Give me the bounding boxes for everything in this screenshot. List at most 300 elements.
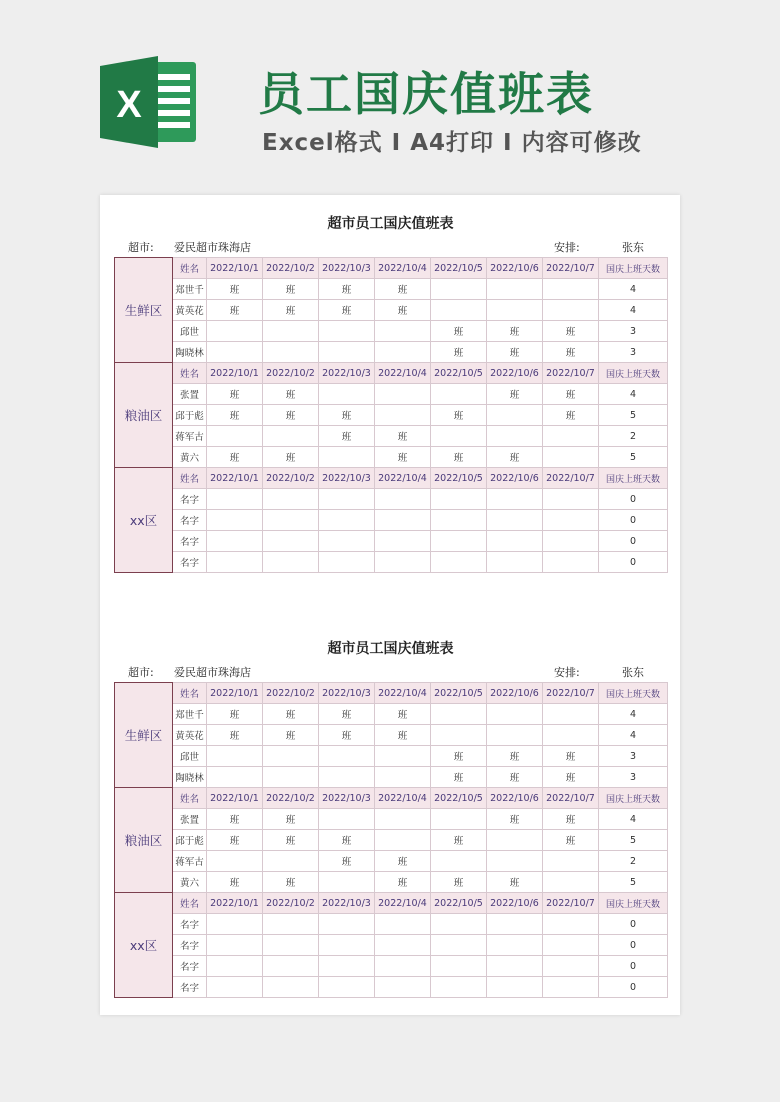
header-row: [115, 258, 668, 279]
duty-cell[interactable]: 班: [431, 746, 487, 767]
duty-cell[interactable]: [319, 872, 375, 893]
employee-name[interactable]: 邱于彪: [173, 405, 207, 426]
date-header: 2022/10/7: [543, 683, 599, 704]
table-row: [115, 426, 668, 447]
duty-cell[interactable]: 班: [375, 279, 431, 300]
duty-cell[interactable]: [319, 342, 375, 363]
employee-name[interactable]: 陶晓林: [173, 767, 207, 788]
table-row: [115, 342, 668, 363]
date-header: 2022/10/5: [431, 683, 487, 704]
arranger-value: 张东: [622, 241, 644, 254]
employee-name[interactable]: 名字: [173, 977, 207, 998]
table-row: [115, 447, 668, 468]
info-row: [114, 239, 667, 255]
name-header: 姓名: [173, 363, 207, 384]
duty-cell[interactable]: 班: [543, 321, 599, 342]
duty-cell[interactable]: [263, 531, 319, 552]
duty-cell[interactable]: 班: [263, 725, 319, 746]
employee-name[interactable]: 名字: [173, 531, 207, 552]
duty-cell[interactable]: [431, 725, 487, 746]
table-row: [115, 552, 668, 573]
duty-cell[interactable]: [487, 531, 543, 552]
store-value: 爱民超市珠海店: [174, 241, 251, 254]
duty-cell[interactable]: [487, 830, 543, 851]
date-header: 2022/10/2: [263, 363, 319, 384]
duty-cell[interactable]: [375, 510, 431, 531]
duty-cell[interactable]: 班: [487, 872, 543, 893]
workday-count: 2: [599, 851, 668, 872]
duty-cell[interactable]: [487, 426, 543, 447]
date-header: 2022/10/2: [263, 468, 319, 489]
duty-cell[interactable]: [543, 531, 599, 552]
duty-cell[interactable]: 班: [375, 300, 431, 321]
duty-cell[interactable]: 班: [263, 704, 319, 725]
duty-cell[interactable]: 班: [487, 746, 543, 767]
duty-cell[interactable]: [487, 725, 543, 746]
header-row: [115, 468, 668, 489]
duty-cell[interactable]: [431, 552, 487, 573]
duty-cell[interactable]: [375, 489, 431, 510]
employee-name[interactable]: 名字: [173, 489, 207, 510]
count-header: 国庆上班天数: [599, 893, 668, 914]
duty-cell[interactable]: [375, 830, 431, 851]
duty-cell[interactable]: [375, 767, 431, 788]
duty-cell[interactable]: 班: [207, 279, 263, 300]
duty-cell[interactable]: 班: [487, 447, 543, 468]
workday-count: 4: [599, 809, 668, 830]
duty-cell[interactable]: [431, 489, 487, 510]
duty-cell[interactable]: [431, 914, 487, 935]
duty-cell[interactable]: 班: [207, 872, 263, 893]
table-row: [115, 405, 668, 426]
duty-cell[interactable]: [431, 851, 487, 872]
duty-cell[interactable]: 班: [263, 830, 319, 851]
duty-cell[interactable]: [487, 956, 543, 977]
duty-cell[interactable]: [375, 956, 431, 977]
duty-cell[interactable]: [319, 977, 375, 998]
duty-cell[interactable]: [375, 342, 431, 363]
date-header: 2022/10/2: [263, 258, 319, 279]
workday-count: 0: [599, 510, 668, 531]
workday-count: 2: [599, 426, 668, 447]
employee-name[interactable]: 黄六: [173, 872, 207, 893]
date-header: 2022/10/3: [319, 363, 375, 384]
duty-cell[interactable]: 班: [319, 405, 375, 426]
duty-cell[interactable]: [319, 510, 375, 531]
workday-count: 0: [599, 531, 668, 552]
table-row: [115, 767, 668, 788]
duty-cell[interactable]: [431, 935, 487, 956]
duty-cell[interactable]: [207, 342, 263, 363]
date-header: 2022/10/4: [375, 683, 431, 704]
zone-label: xx区: [115, 468, 173, 573]
duty-cell[interactable]: [207, 552, 263, 573]
duty-cell[interactable]: [375, 977, 431, 998]
duty-cell[interactable]: [319, 935, 375, 956]
duty-cell[interactable]: 班: [319, 704, 375, 725]
zone-label: 粮油区: [115, 363, 173, 468]
duty-cell[interactable]: [543, 510, 599, 531]
duty-cell[interactable]: [431, 510, 487, 531]
duty-cell[interactable]: [487, 704, 543, 725]
date-header: 2022/10/6: [487, 363, 543, 384]
duty-cell[interactable]: 班: [263, 872, 319, 893]
duty-cell[interactable]: 班: [543, 405, 599, 426]
sheet-title: 超市员工国庆值班表: [327, 216, 454, 232]
table-row: [115, 851, 668, 872]
duty-cell[interactable]: 班: [263, 405, 319, 426]
duty-cell[interactable]: 班: [487, 809, 543, 830]
duty-cell[interactable]: [319, 321, 375, 342]
date-header: 2022/10/4: [375, 893, 431, 914]
duty-cell[interactable]: 班: [543, 384, 599, 405]
date-header: 2022/10/1: [207, 788, 263, 809]
arranger-label: 安排:: [554, 666, 580, 679]
duty-cell[interactable]: [543, 489, 599, 510]
duty-cell[interactable]: 班: [263, 384, 319, 405]
duty-cell[interactable]: 班: [319, 300, 375, 321]
duty-cell[interactable]: [263, 552, 319, 573]
employee-name[interactable]: 黄英花: [173, 300, 207, 321]
duty-cell[interactable]: [431, 809, 487, 830]
duty-cell[interactable]: [263, 956, 319, 977]
date-header: 2022/10/4: [375, 468, 431, 489]
duty-cell[interactable]: [207, 531, 263, 552]
duty-cell[interactable]: [543, 851, 599, 872]
duty-cell[interactable]: 班: [543, 746, 599, 767]
date-header: 2022/10/5: [431, 363, 487, 384]
duty-cell[interactable]: [319, 914, 375, 935]
count-header: 国庆上班天数: [599, 788, 668, 809]
duty-cell[interactable]: 班: [319, 830, 375, 851]
duty-cell[interactable]: [543, 725, 599, 746]
duty-cell[interactable]: 班: [543, 342, 599, 363]
svg-text:X: X: [116, 84, 142, 126]
employee-name[interactable]: 名字: [173, 935, 207, 956]
employee-name[interactable]: 名字: [173, 510, 207, 531]
duty-cell[interactable]: [319, 384, 375, 405]
duty-cell[interactable]: 班: [431, 872, 487, 893]
duty-cell[interactable]: [207, 956, 263, 977]
date-header: 2022/10/5: [431, 468, 487, 489]
duty-cell[interactable]: [319, 531, 375, 552]
duty-cell[interactable]: [487, 977, 543, 998]
employee-name[interactable]: 黄英花: [173, 725, 207, 746]
duty-cell[interactable]: [263, 510, 319, 531]
date-header: 2022/10/3: [319, 893, 375, 914]
duty-cell[interactable]: 班: [487, 342, 543, 363]
duty-cell[interactable]: [207, 767, 263, 788]
duty-cell[interactable]: [543, 872, 599, 893]
duty-cell[interactable]: 班: [431, 342, 487, 363]
workday-count: 3: [599, 321, 668, 342]
duty-cell[interactable]: [263, 321, 319, 342]
date-header: 2022/10/6: [487, 893, 543, 914]
name-header: 姓名: [173, 258, 207, 279]
duty-cell[interactable]: 班: [263, 809, 319, 830]
duty-cell[interactable]: [319, 552, 375, 573]
duty-cell[interactable]: [319, 489, 375, 510]
count-header: 国庆上班天数: [599, 363, 668, 384]
duty-cell[interactable]: 班: [319, 725, 375, 746]
date-header: 2022/10/4: [375, 788, 431, 809]
duty-cell[interactable]: [263, 767, 319, 788]
duty-cell[interactable]: 班: [543, 809, 599, 830]
duty-cell[interactable]: [375, 384, 431, 405]
employee-name[interactable]: 邱世: [173, 746, 207, 767]
count-header: 国庆上班天数: [599, 258, 668, 279]
duty-cell[interactable]: 班: [487, 384, 543, 405]
duty-cell[interactable]: [263, 426, 319, 447]
duty-cell[interactable]: [543, 977, 599, 998]
employee-name[interactable]: 郑世千: [173, 279, 207, 300]
employee-name[interactable]: 张置: [173, 384, 207, 405]
duty-cell[interactable]: 班: [487, 321, 543, 342]
date-header: 2022/10/7: [543, 258, 599, 279]
duty-cell[interactable]: [431, 704, 487, 725]
duty-cell[interactable]: [375, 405, 431, 426]
employee-name[interactable]: 郑世千: [173, 704, 207, 725]
duty-cell[interactable]: [207, 426, 263, 447]
table-row: [115, 830, 668, 851]
duty-cell[interactable]: 班: [207, 830, 263, 851]
name-header: 姓名: [173, 788, 207, 809]
date-header: 2022/10/2: [263, 893, 319, 914]
duty-cell[interactable]: [543, 426, 599, 447]
workday-count: 0: [599, 552, 668, 573]
workday-count: 5: [599, 405, 668, 426]
duty-cell[interactable]: 班: [543, 830, 599, 851]
duty-cell[interactable]: [207, 935, 263, 956]
duty-cell[interactable]: 班: [207, 725, 263, 746]
duty-cell[interactable]: [319, 746, 375, 767]
duty-cell[interactable]: [487, 489, 543, 510]
duty-cell[interactable]: [375, 914, 431, 935]
duty-cell[interactable]: 班: [207, 384, 263, 405]
table-row: [115, 872, 668, 893]
duty-cell[interactable]: 班: [207, 300, 263, 321]
duty-cell[interactable]: [263, 746, 319, 767]
duty-cell[interactable]: 班: [431, 767, 487, 788]
duty-cell[interactable]: 班: [431, 447, 487, 468]
duty-cell[interactable]: [375, 552, 431, 573]
duty-cell[interactable]: [543, 279, 599, 300]
header-row: [115, 363, 668, 384]
duty-cell[interactable]: 班: [207, 447, 263, 468]
employee-name[interactable]: 邱世: [173, 321, 207, 342]
zone-label: 生鲜区: [115, 683, 173, 788]
date-header: 2022/10/3: [319, 788, 375, 809]
duty-cell[interactable]: 班: [543, 767, 599, 788]
arranger-label: 安排:: [554, 241, 580, 254]
duty-cell[interactable]: [207, 321, 263, 342]
count-header: 国庆上班天数: [599, 468, 668, 489]
count-header: 国庆上班天数: [599, 683, 668, 704]
duty-cell[interactable]: 班: [431, 405, 487, 426]
duty-cell[interactable]: [263, 935, 319, 956]
employee-name[interactable]: 名字: [173, 552, 207, 573]
date-header: 2022/10/5: [431, 893, 487, 914]
duty-cell[interactable]: [263, 489, 319, 510]
employee-name[interactable]: 张置: [173, 809, 207, 830]
duty-cell[interactable]: [207, 510, 263, 531]
arranger-value: 张东: [622, 666, 644, 679]
table-row: [115, 510, 668, 531]
employee-name[interactable]: 名字: [173, 914, 207, 935]
sheet-title: 超市员工国庆值班表: [327, 641, 454, 657]
date-header: 2022/10/7: [543, 788, 599, 809]
duty-cell[interactable]: [263, 914, 319, 935]
duty-cell[interactable]: [543, 552, 599, 573]
date-header: 2022/10/2: [263, 683, 319, 704]
duty-cell[interactable]: 班: [263, 300, 319, 321]
duty-cell[interactable]: [543, 447, 599, 468]
employee-name[interactable]: 陶晓林: [173, 342, 207, 363]
duty-cell[interactable]: 班: [431, 321, 487, 342]
store-label: 超市:: [128, 241, 154, 254]
duty-cell[interactable]: 班: [263, 279, 319, 300]
duty-cell[interactable]: 班: [431, 830, 487, 851]
date-header: 2022/10/1: [207, 258, 263, 279]
duty-cell[interactable]: [487, 300, 543, 321]
duty-cell[interactable]: [487, 914, 543, 935]
duty-cell[interactable]: [263, 342, 319, 363]
employee-name[interactable]: 黄六: [173, 447, 207, 468]
duty-cell[interactable]: [543, 956, 599, 977]
header-row: [115, 683, 668, 704]
name-header: 姓名: [173, 468, 207, 489]
duty-cell[interactable]: 班: [375, 426, 431, 447]
header-row: [115, 788, 668, 809]
duty-cell[interactable]: 班: [319, 279, 375, 300]
date-header: 2022/10/3: [319, 468, 375, 489]
employee-name[interactable]: 邱于彪: [173, 830, 207, 851]
duty-cell[interactable]: [543, 704, 599, 725]
employee-name[interactable]: 蒋军古: [173, 851, 207, 872]
duty-cell[interactable]: [431, 956, 487, 977]
duty-cell[interactable]: [375, 809, 431, 830]
duty-cell[interactable]: [543, 300, 599, 321]
table-row: [115, 704, 668, 725]
duty-cell[interactable]: [487, 935, 543, 956]
table-row: [115, 914, 668, 935]
table-row: [115, 935, 668, 956]
date-header: 2022/10/4: [375, 258, 431, 279]
duty-cell[interactable]: [487, 851, 543, 872]
workday-count: 0: [599, 914, 668, 935]
date-header: 2022/10/7: [543, 363, 599, 384]
name-header: 姓名: [173, 893, 207, 914]
duty-cell[interactable]: [319, 956, 375, 977]
duty-cell[interactable]: [375, 321, 431, 342]
duty-cell[interactable]: [319, 767, 375, 788]
duty-cell[interactable]: [207, 851, 263, 872]
duty-cell[interactable]: [431, 531, 487, 552]
duty-cell[interactable]: [431, 279, 487, 300]
date-header: 2022/10/2: [263, 788, 319, 809]
main-title: 员工国庆值班表: [258, 67, 594, 121]
duty-cell[interactable]: 班: [207, 405, 263, 426]
workday-count: 0: [599, 977, 668, 998]
duty-cell[interactable]: [431, 300, 487, 321]
duty-cell[interactable]: [487, 510, 543, 531]
duty-cell[interactable]: [375, 746, 431, 767]
date-header: 2022/10/3: [319, 683, 375, 704]
duty-cell[interactable]: [207, 746, 263, 767]
duty-cell[interactable]: 班: [375, 725, 431, 746]
duty-cell[interactable]: 班: [207, 809, 263, 830]
duty-cell[interactable]: [487, 552, 543, 573]
table-row: [115, 384, 668, 405]
duty-cell[interactable]: [487, 405, 543, 426]
workday-count: 4: [599, 725, 668, 746]
duty-cell[interactable]: [431, 426, 487, 447]
workday-count: 5: [599, 830, 668, 851]
duty-cell[interactable]: [207, 489, 263, 510]
workday-count: 4: [599, 384, 668, 405]
zone-label: xx区: [115, 893, 173, 998]
sheet-page: [100, 195, 680, 1015]
duty-cell[interactable]: 班: [319, 851, 375, 872]
employee-name[interactable]: 名字: [173, 956, 207, 977]
duty-cell[interactable]: [207, 977, 263, 998]
date-header: 2022/10/5: [431, 258, 487, 279]
workday-count: 0: [599, 956, 668, 977]
date-header: 2022/10/6: [487, 788, 543, 809]
employee-name[interactable]: 蒋军古: [173, 426, 207, 447]
duty-cell[interactable]: 班: [263, 447, 319, 468]
workday-count: 5: [599, 447, 668, 468]
duty-cell[interactable]: [207, 914, 263, 935]
duty-cell[interactable]: [263, 851, 319, 872]
duty-cell[interactable]: [319, 809, 375, 830]
date-header: 2022/10/6: [487, 468, 543, 489]
duty-cell[interactable]: 班: [375, 704, 431, 725]
duty-cell[interactable]: 班: [375, 447, 431, 468]
duty-cell[interactable]: [375, 935, 431, 956]
date-header: 2022/10/1: [207, 468, 263, 489]
workday-count: 4: [599, 704, 668, 725]
duty-cell[interactable]: [487, 279, 543, 300]
duty-cell[interactable]: [543, 935, 599, 956]
table-row: [115, 956, 668, 977]
duty-cell[interactable]: 班: [207, 704, 263, 725]
duty-cell[interactable]: 班: [375, 851, 431, 872]
workday-count: 0: [599, 935, 668, 956]
date-header: 2022/10/5: [431, 788, 487, 809]
duty-cell[interactable]: 班: [319, 426, 375, 447]
duty-cell[interactable]: [263, 977, 319, 998]
excel-logo-icon: [100, 54, 198, 150]
duty-cell[interactable]: [543, 914, 599, 935]
info-row: [114, 664, 667, 680]
workday-count: 3: [599, 767, 668, 788]
table-row: [115, 489, 668, 510]
subtitle: Excel格式 I A4打印 I 内容可修改: [262, 130, 642, 156]
date-header: 2022/10/1: [207, 683, 263, 704]
table-row: [115, 300, 668, 321]
duty-cell[interactable]: [431, 384, 487, 405]
zone-label: 生鲜区: [115, 258, 173, 363]
duty-cell[interactable]: 班: [487, 767, 543, 788]
table-row: [115, 321, 668, 342]
duty-table: [114, 257, 668, 573]
date-header: 2022/10/7: [543, 893, 599, 914]
duty-cell[interactable]: [431, 977, 487, 998]
duty-cell[interactable]: [319, 447, 375, 468]
duty-cell[interactable]: 班: [375, 872, 431, 893]
duty-cell[interactable]: [375, 531, 431, 552]
